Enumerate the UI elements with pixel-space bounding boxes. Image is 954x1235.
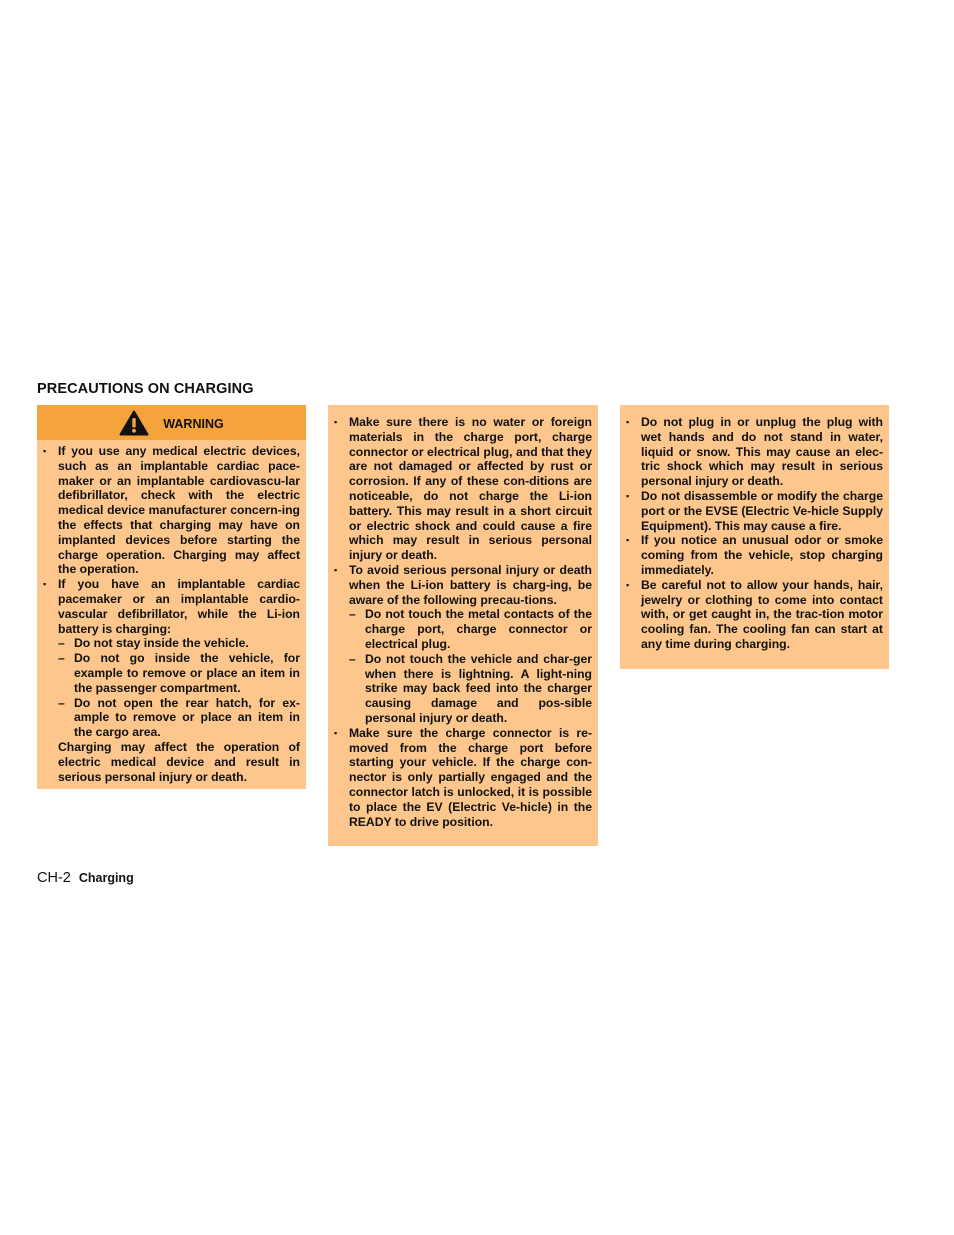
warning-box (37, 405, 306, 789)
list-item (626, 489, 883, 533)
warning-box-continued (328, 405, 598, 846)
dash-marker: – (349, 651, 356, 666)
dash-marker: – (58, 695, 65, 710)
warning-content (328, 411, 598, 829)
sub-item-text: Do not touch the vehicle and char-ger when there is lightning. A light-ning strike may back feed into the charger causing damage and pos-sible personal injury or death. (365, 651, 592, 725)
chapter-title: Charging (78, 871, 134, 885)
warning-box-continued-2 (620, 405, 889, 669)
list-item (334, 415, 592, 563)
sub-item (43, 651, 300, 695)
list-item (626, 533, 883, 577)
dash-marker: – (58, 651, 65, 666)
item-text: If you notice an unusual odor or smoke coming from the vehicle, stop charging immediately. (641, 533, 883, 577)
bullet-marker: ▪ (334, 727, 338, 738)
bullet-marker: ▪ (626, 535, 630, 546)
sub-item-text: Do not stay inside the vehicle. (74, 636, 249, 651)
list-item (43, 444, 300, 577)
item-text: If you have an implantable cardiac pacemaker or an implantable cardio-vascular defibrillator, while the Li-ion battery is charging: (58, 577, 300, 636)
item-text: Do not disassemble or modify the charge port or the EVSE (Electric Ve-hicle Supply Equipment). This may cause a fire. (641, 488, 883, 533)
sub-item-text: Do not touch the metal contacts of the charge port, charge connector or electrical plug. (365, 607, 592, 651)
list-item (334, 563, 592, 607)
bullet-marker: ▪ (334, 417, 338, 427)
page-footer (37, 870, 134, 886)
bullet-marker: ▪ (43, 446, 47, 456)
note-text: Charging may affect the operation of electric medical device and result in serious personal injury or death. (58, 739, 300, 784)
sub-item (43, 636, 300, 651)
bullet-marker: ▪ (626, 417, 630, 427)
sub-item-text: Do not go inside the vehicle, for example to remove or place an item in the passenger compartment. (74, 651, 300, 695)
bullet-marker: ▪ (626, 490, 630, 501)
warning-content (37, 440, 306, 784)
list-item (626, 578, 883, 652)
item-text: To avoid serious personal injury or death when the Li-ion battery is charg-ing, be aware of the following precau-tions. (349, 562, 592, 607)
warning-label: WARNING (163, 416, 224, 431)
item-text: Make sure the charge connector is re-moved from the charge port before starting your vehicle. If the charge con-nector is only partially engaged and the connector latch is unlocked, it is possible to place the EV (Electric Ve-hicle) in the READY to drive position. (349, 725, 592, 829)
item-text: If you use any medical electric devices, such as an implantable cardiac pace-maker or an implantable cardiovascu-lar defibrillator, check with the electric medical device manufacturer concern-ing the effects that charging may have on implanted devices before starting the charge operation. Charging may affect the operation. (58, 444, 300, 577)
bullet-marker: ▪ (626, 579, 630, 590)
sub-item (334, 607, 592, 651)
dash-marker: – (58, 636, 65, 651)
sub-item-text: Do not open the rear hatch, for ex-ample to remove or place an item in the cargo area. (74, 695, 300, 740)
dash-marker: – (349, 607, 356, 622)
list-item (334, 726, 592, 830)
bullet-marker: ▪ (334, 564, 338, 575)
bullet-marker: ▪ (43, 579, 47, 590)
list-item (626, 415, 883, 489)
sub-item (334, 652, 592, 726)
item-text: Do not plug in or unplug the plug with wet hands and do not stand in water, liquid or snow. This may cause an elec-tric shock which may result in serious personal injury or death. (641, 415, 883, 489)
warning-header (37, 405, 306, 440)
item-text: Make sure there is no water or foreign materials in the charge port, charge connector or electrical plug, and that they are not damaged or affected by rust or corrosion. If any of these con-ditions are noticeable, do not charge the Li-ion battery. This may result in a short circuit or electric shock and could cause a fire which may result in serious personal injury or death. (349, 415, 592, 563)
list-item (43, 577, 300, 636)
section-title: PRECAUTIONS ON CHARGING (37, 381, 254, 397)
sub-item (43, 696, 300, 740)
warning-triangle-icon (119, 410, 149, 436)
warning-content (620, 411, 889, 652)
page-number: CH-2 (37, 870, 71, 886)
item-text: Be careful not to allow your hands, hair, jewelry or clothing to come into contact with, or get caught in, the trac-tion motor cooling fan. The cooling fan can start at any time during charging. (641, 577, 883, 651)
